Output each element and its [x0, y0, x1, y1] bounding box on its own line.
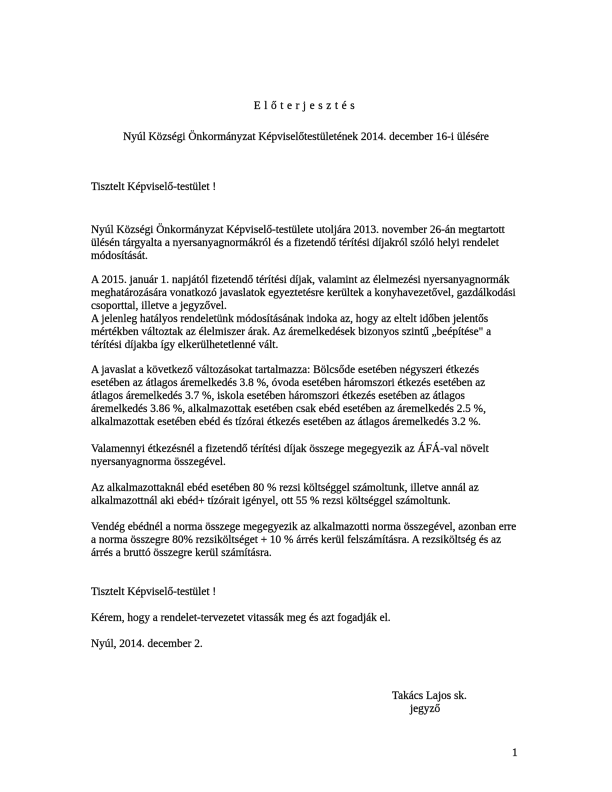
document-subtitle: Nyúl Községi Önkormányzat Képviselőtestületének 2014. december 16-i ülésére	[123, 131, 489, 143]
paragraph-4-line-1: Valamennyi étkezésnél a fizetendő térítési díjak összege megegyezik az ÁFÁ-val növelt	[91, 443, 489, 455]
paragraph-5-line-2: alkalmazottnál aki ebéd+ tízórait igényel, ott 55 % rezsi költséggel számoltunk.	[91, 495, 451, 507]
paragraph-2-line-3: csoporttal, illetve a jegyzővel.	[91, 300, 227, 312]
paragraph-2-line-4: A jelenleg hatályos rendeletünk módosításának indoka az, hogy az eltelt időben jelentős	[91, 313, 489, 325]
closing-salutation: Tisztelt Képviselő-testület !	[91, 586, 217, 598]
paragraph-3-line-5: alkalmazottak esetében ebéd és tízórai étkezés esetében az átlagos áremelkedés 3.2 %.	[91, 416, 481, 428]
paragraph-6-line-2: a norma összegre 80% rezsiköltséget + 10 % árrés kerül felszámításra. A rezsiköltség és az	[91, 534, 502, 546]
paragraph-2-line-2: meghatározására vonatkozó javaslatok egyeztetésre kerültek a konyhavezetővel, gazdálkodási	[91, 287, 516, 299]
document-title: Előterjesztés	[253, 100, 359, 112]
page-number: 1	[512, 747, 518, 759]
request-sentence: Kérem, hogy a rendelet-tervezetet vitassák meg és azt fogadják el.	[91, 612, 391, 624]
paragraph-5-line-1: Az alkalmazottaknál ebéd esetében 80 % rezsi költséggel számoltunk, illetve annál az	[91, 482, 479, 494]
signature-name: Takács Lajos sk.	[392, 690, 467, 702]
paragraph-3-line-3: átlagos áremelkedés 3.7 %, iskola esetében háromszori étkezés esetében az átlagos	[91, 390, 465, 402]
paragraph-1-line-3: módosítását.	[91, 250, 148, 262]
paragraph-3-line-4: áremelkedés 3.86 %, alkalmazottak esetében csak ebéd esetében az áremelkedés 2.5 %,	[91, 403, 486, 415]
paragraph-2-line-6: térítési díjakba így elkerülhetetlenné vált.	[91, 339, 279, 351]
paragraph-6-line-1: Vendég ebédnél a norma összege megegyezik az alkalmazotti norma összegével, azonban erre	[91, 521, 517, 533]
paragraph-6-line-3: árrés a bruttó összegre kerül számításra.	[91, 547, 272, 559]
paragraph-1-line-1: Nyúl Községi Önkormányzat Képviselő-testülete utoljára 2013. november 26-án megtartott	[91, 224, 505, 236]
salutation: Tisztelt Képviselő-testület !	[91, 181, 217, 193]
paragraph-2-line-5: mértékben változtak az élelmiszer árak. Az áremelkedések bizonyos szintű „beépítése" a	[91, 326, 492, 338]
paragraph-1-line-2: ülésén tárgyalta a nyersanyagnormákról és a fizetendő térítési díjakról szóló helyi rendelet	[91, 237, 499, 249]
place-date: Nyúl, 2014. december 2.	[91, 638, 203, 650]
signature-role: jegyző	[410, 703, 441, 715]
paragraph-2-line-1: A 2015. január 1. napjától fizetendő térítési díjak, valamint az élelmezési nyersanyagnormák	[91, 274, 510, 286]
paragraph-4-line-2: nyersanyagnorma összegével.	[91, 456, 226, 468]
paragraph-3-line-2: esetében az átlagos áremelkedés 3.8 %, óvoda esetében háromszori étkezés esetében az	[91, 377, 486, 389]
paragraph-3-line-1: A javaslat a következő változásokat tartalmazza: Bölcsőde esetében négyszeri étkezés	[91, 364, 479, 376]
